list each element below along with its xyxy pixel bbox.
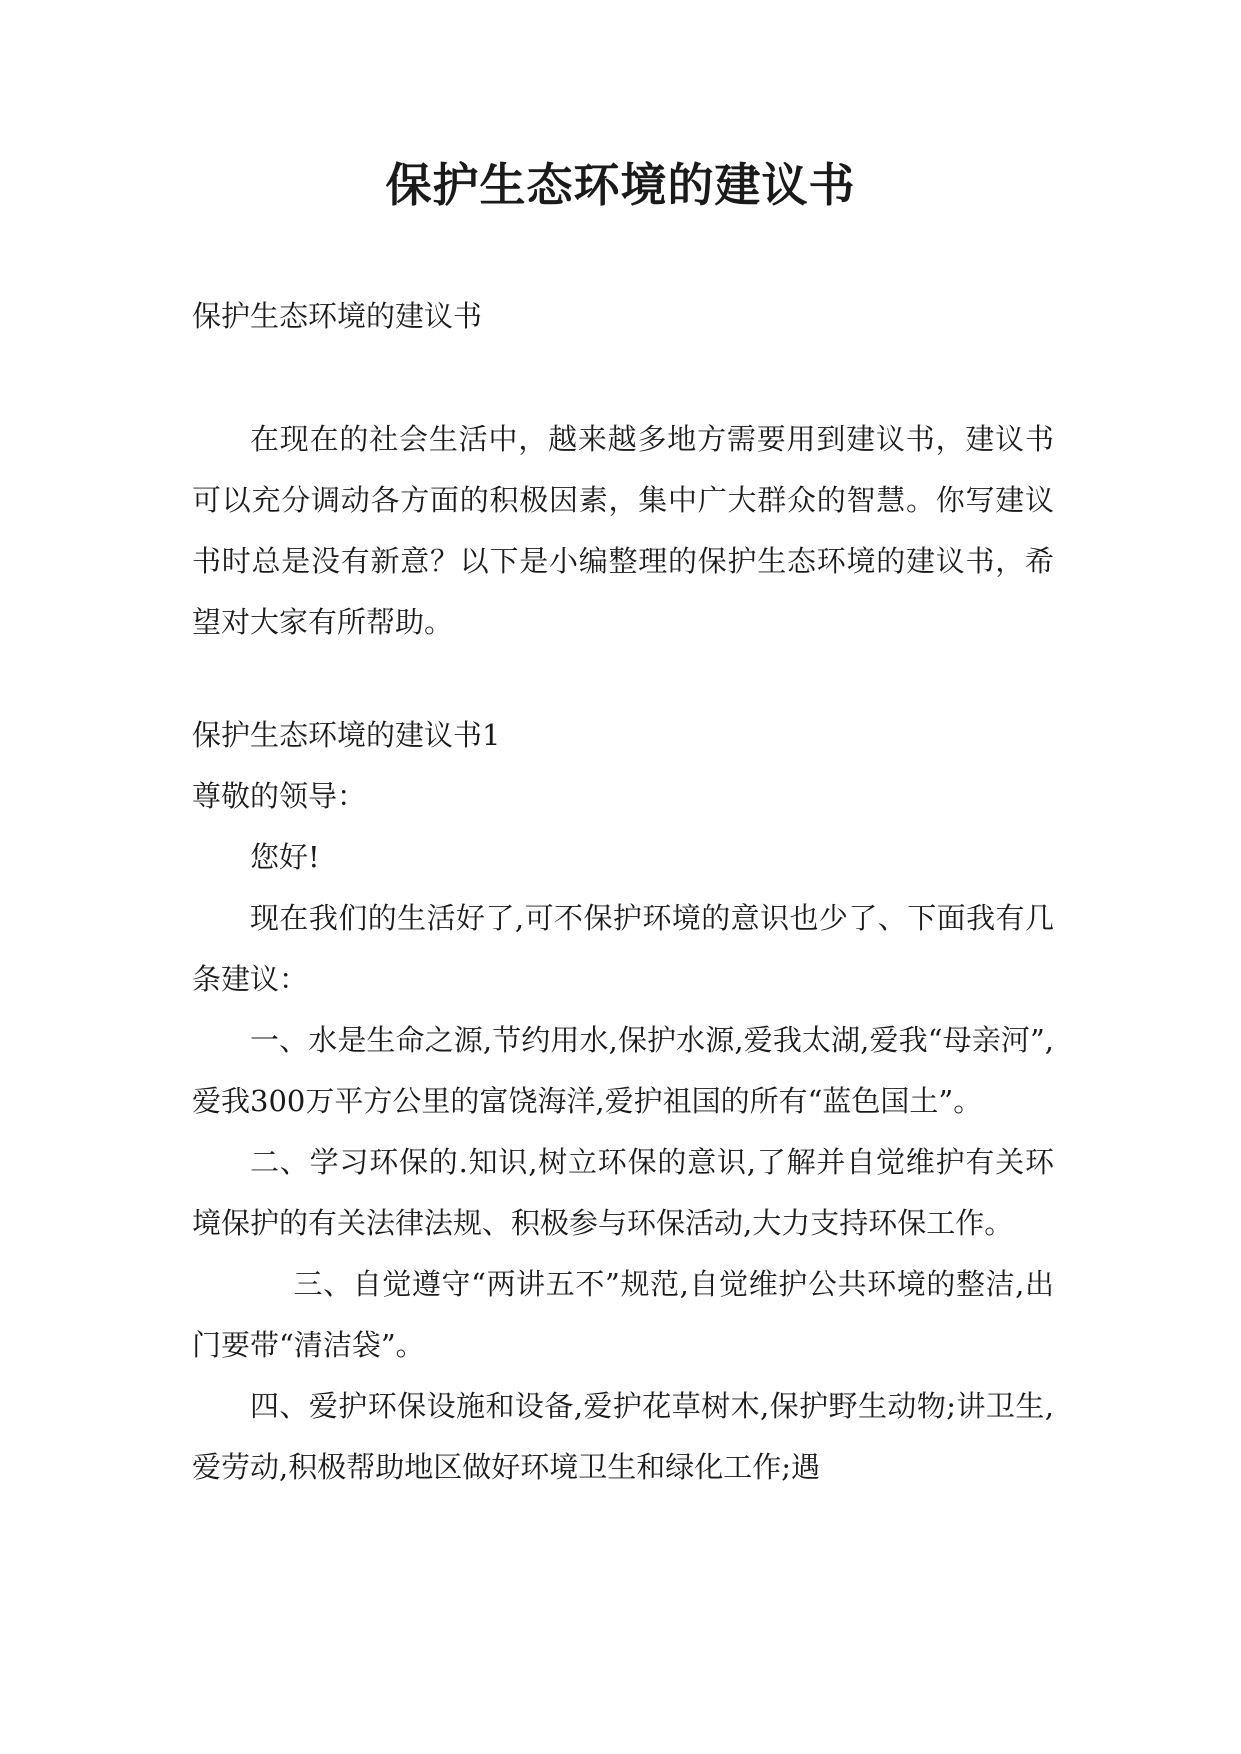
salutation: 尊敬的领导：: [192, 779, 367, 813]
greeting: 您好!: [250, 840, 320, 874]
spacer: [192, 347, 1054, 409]
section-heading: 保护生态环境的建议书1: [192, 718, 501, 752]
document-subtitle: 保护生态环境的建议书: [192, 299, 483, 333]
body-paragraph: 三、自觉遵守“两讲五不”规范,自觉维护公共环境的整洁,出门要带“清洁袋”。: [192, 1267, 1054, 1362]
body-paragraph: 一、水是生命之源,节约用水,保护水源,爱我太湖,爱我“母亲河”,爱我300万平方公里的富饶海洋,爱护祖国的所有“蓝色国土”。: [192, 1023, 1054, 1118]
intro-paragraph: 在现在的社会生活中，越来越多地方需要用到建议书，建议书可以充分调动各方面的积极因素，集中广大群众的智慧。你写建议书时总是没有新意？以下是小编整理的保护生态环境的建议书，希望对大家有所帮助。: [192, 422, 1054, 639]
document-title: 保护生态环境的建议书: [385, 158, 856, 212]
body-paragraph: 四、爱护环保设施和设备,爱护花草树木,保护野生动物;讲卫生,爱劳动,积极帮助地区做好环境卫生和绿化工作;遇: [192, 1389, 1054, 1484]
spacer: [192, 653, 1054, 705]
body-paragraph: 现在我们的生活好了,可不保护环境的意识也少了、下面我有几条建议：: [192, 901, 1054, 996]
body-paragraph: 二、学习环保的.知识,树立环保的意识,了解并自觉维护有关环境保护的有关法律法规、积极参与环保活动,大力支持环保工作。: [192, 1145, 1054, 1240]
document-body: [192, 286, 1054, 1498]
